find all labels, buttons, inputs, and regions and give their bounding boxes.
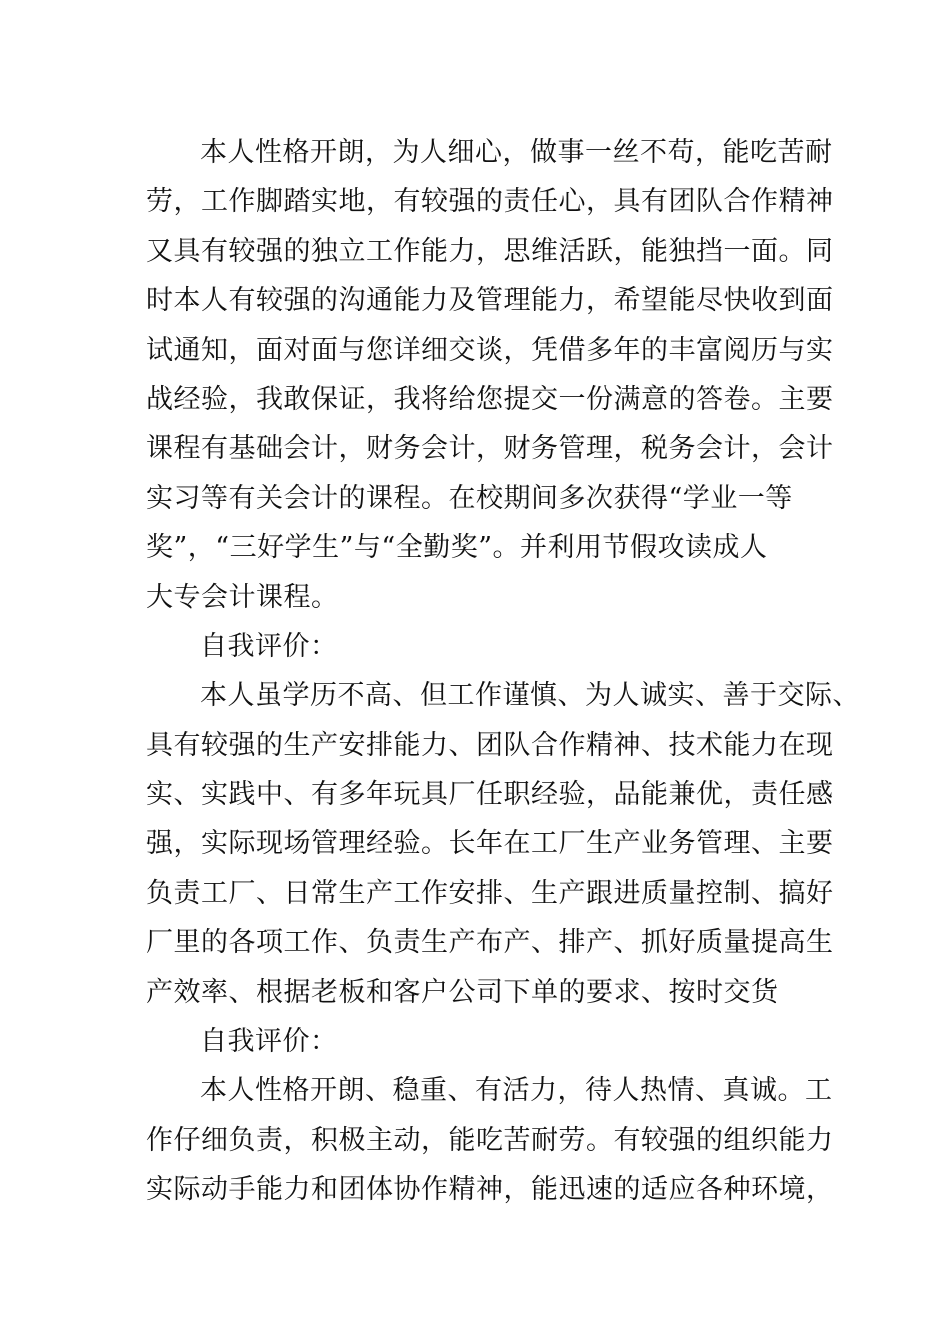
section-heading: 自我评价：	[200, 1026, 338, 1058]
text-line: 实习等有关会计的课程。在校期间多次获得“学业一等	[146, 482, 793, 514]
text-line: 本人性格开朗、稳重、有活力，待人热情、真诚。工	[200, 1075, 833, 1107]
text-line: 试通知，面对面与您详细交谈，凭借多年的丰富阅历与实	[146, 334, 834, 366]
text-line: 课程有基础会计，财务会计，财务管理，税务会计，会计	[146, 433, 834, 465]
text-line: 负责工厂、日常生产工作安排、生产跟进质量控制、搞好	[146, 877, 834, 909]
text-line: 又具有较强的独立工作能力，思维活跃，能独挡一面。同	[146, 235, 834, 267]
text-line: 本人虽学历不高、但工作谨慎、为人诚实、善于交际、	[200, 680, 860, 712]
text-line: 产效率、根据老板和客户公司下单的要求、按时交货	[146, 976, 779, 1008]
text-line: 具有较强的生产安排能力、团队合作精神、技术能力在现	[146, 729, 834, 761]
text-line: 实际动手能力和团体协作精神，能迅速的适应各种环境，	[146, 1174, 834, 1206]
text-line: 战经验，我敢保证，我将给您提交一份满意的答卷。主要	[146, 383, 834, 415]
text-line: 时本人有较强的沟通能力及管理能力，希望能尽快收到面	[146, 285, 834, 317]
text-line: 大专会计课程。	[146, 581, 339, 613]
text-line: 劳，工作脚踏实地，有较强的责任心，具有团队合作精神	[146, 186, 834, 218]
text-line: 厂里的各项工作、负责生产布产、排产、抓好质量提高生	[146, 927, 834, 959]
text-line: 本人性格开朗，为人细心，做事一丝不苟，能吃苦耐	[200, 137, 833, 168]
document-body	[146, 128, 860, 1215]
text-line: 奖”，“三好学生”与“全勤奖”。并利用节假攻读成人	[146, 532, 768, 564]
section-heading: 自我评价：	[200, 630, 338, 662]
text-line: 实、实践中、有多年玩具厂任职经验，品能兼优，责任感	[146, 779, 834, 811]
text-line: 强，实际现场管理经验。长年在工厂生产业务管理、主要	[146, 828, 834, 860]
text-line: 作仔细负责，积极主动，能吃苦耐劳。有较强的组织能力	[146, 1124, 834, 1156]
